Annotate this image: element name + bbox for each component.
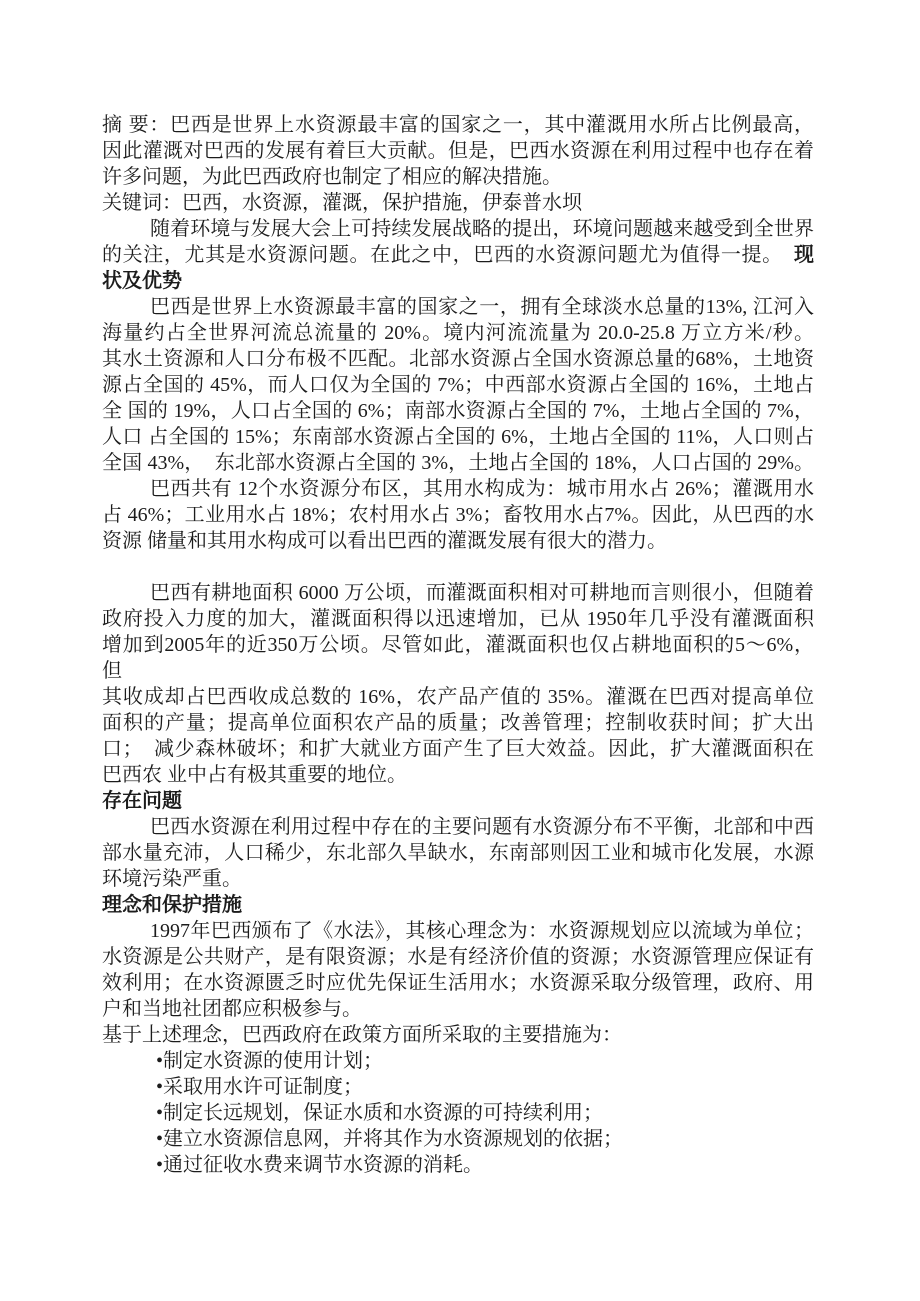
section-heading — [102, 892, 814, 918]
text-run: 资源 储量和其用水构成可以看出巴西的灌溉发展有很大的潜力。 — [102, 530, 667, 552]
text-run: •采取用水许可证制度； — [156, 1076, 364, 1098]
text-run: •制定水资源的使用计划； — [156, 1050, 384, 1072]
text-run: 人口 占全国的 15%；东南部水资源占全国的 6%，土地占全国的 11%，人口则占 — [102, 426, 814, 448]
text-run: 其收成却占巴西收成总数的 16%，农产品产值的 35%。灌溉在巴西对提高单位 — [102, 686, 814, 708]
bullet-line — [102, 1152, 814, 1178]
text-run: 占 46%；工业用水占 18%；农村用水占 3%；畜牧用水占7%。因此，从巴西的水 — [102, 504, 814, 526]
text-line — [102, 346, 814, 372]
text-line — [102, 606, 814, 632]
text-line — [102, 528, 814, 554]
text-run: 全 国的 19%，人口占全国的 6%；南部水资源占全国的 7%，土地占全国的 7%， — [102, 400, 814, 422]
text-line — [102, 1022, 814, 1048]
text-run: 全国 43%， 东北部水资源占全国的 3%，土地占全国的 18%，人口占国的 29%。 — [102, 452, 814, 474]
text-line — [102, 710, 814, 736]
text-run: 1997年巴西颁布了《水法》，其核心理念为：水资源规划应以流域为单位； — [150, 920, 814, 942]
text-run: 许多问题，为此巴西政府也制定了相应的解决措施。 — [102, 166, 562, 188]
text-line — [102, 736, 814, 762]
text-run: 巴西共有 12个水资源分布区，其用水构成为：城市用水占 26%；灌溉用水 — [150, 478, 814, 500]
text-line — [102, 502, 814, 528]
bold-text-run: 现 — [794, 244, 814, 266]
abstract-line — [102, 112, 814, 138]
keywords-line — [102, 190, 814, 216]
section-heading — [102, 788, 814, 814]
bullet-line — [102, 1126, 814, 1152]
text-run: 摘 要：巴西是世界上水资源最丰富的国家之一，其中灌溉用水所占比例最高， — [102, 114, 814, 136]
text-line — [102, 814, 814, 840]
text-run: 增加到2005年的近350万公顷。尽管如此，灌溉面积也仅占耕地面积的5～6%， 但 — [102, 634, 824, 682]
text-line — [102, 918, 814, 944]
text-run: 水资源是公共财产，是有限资源；水是有经济价值的资源；水资源管理应保证有 — [102, 946, 814, 968]
text-run: 户和当地社团都应积极参与。 — [102, 998, 362, 1020]
text-run: 的关注，尤其是水资源问题。在此之中，巴西的水资源问题尤为值得一提。 — [102, 244, 794, 266]
text-run: 巴西农 业中占有极其重要的地位。 — [102, 764, 407, 786]
text-line — [102, 632, 824, 684]
text-run: 随着环境与发展大会上可持续发展战略的提出，环境问题越来越受到全世界 — [150, 218, 814, 240]
text-line — [102, 996, 814, 1022]
text-run: 海量约占全世界河流总流量的 20%。境内河流流量为 20.0-25.8 万立方米/秒。 — [102, 322, 814, 344]
text-line — [102, 840, 814, 866]
text-run: 源占全国的 45%，而人口仅为全国的 7%；中西部水资源占全国的 16%，土地占 — [102, 374, 814, 396]
text-run: 效利用；在水资源匮乏时应优先保证生活用水；水资源采取分级管理，政府、用 — [102, 972, 814, 994]
text-line — [102, 476, 814, 502]
text-line — [102, 450, 814, 476]
blank-line — [102, 554, 814, 580]
abstract-line — [102, 138, 814, 164]
text-run: 因此灌溉对巴西的发展有着巨大贡献。但是，巴西水资源在利用过程中也存在着 — [102, 140, 814, 162]
bold-text-run: 状及优势 — [102, 270, 182, 292]
text-run: 口； 减少森林破坏；和扩大就业方面产生了巨大效益。因此，扩大灌溉面积在 — [102, 738, 814, 760]
text-line — [102, 398, 814, 424]
text-run: 关键词：巴西，水资源，灌溉，保护措施，伊泰普水坝 — [102, 192, 582, 214]
document-body — [102, 112, 824, 1178]
text-line — [102, 216, 814, 242]
text-line — [102, 372, 814, 398]
text-run: 面积的产量；提高单位面积农产品的质量；改善管理；控制收获时间；扩大出 — [102, 712, 814, 734]
text-run: 巴西有耕地面积 6000 万公顷，而灌溉面积相对可耕地而言则很小，但随着 — [150, 582, 814, 604]
text-line — [102, 684, 814, 710]
text-line — [102, 424, 814, 450]
text-run: 基于上述理念，巴西政府在政策方面所采取的主要措施为： — [102, 1024, 622, 1046]
bullet-line — [102, 1100, 814, 1126]
text-run: •制定长远规划，保证水质和水资源的可持续利用； — [156, 1102, 604, 1124]
section-heading — [102, 268, 814, 294]
abstract-line — [102, 164, 814, 190]
text-line — [102, 580, 814, 606]
text-run: •通过征收水费来调节水资源的消耗。 — [156, 1154, 484, 1176]
bullet-line — [102, 1048, 814, 1074]
text-line — [102, 944, 814, 970]
text-run: 其水土资源和人口分布极不匹配。北部水资源占全国水资源总量的68%，土地资 — [102, 348, 814, 370]
bold-text-run: 理念和保护措施 — [102, 894, 242, 916]
text-line — [102, 866, 814, 892]
text-line — [102, 242, 814, 268]
text-run: 政府投入力度的加大，灌溉面积得以迅速增加，已从 1950年几乎没有灌溉面积 — [102, 608, 814, 630]
bold-text-run: 存在问题 — [102, 790, 182, 812]
text-run: 巴西是世界上水资源最丰富的国家之一，拥有全球淡水总量的13%, 江河入 — [150, 296, 814, 318]
text-run: •建立水资源信息网，并将其作为水资源规划的依据； — [156, 1128, 624, 1150]
text-line — [102, 970, 814, 996]
text-run: 部水量充沛，人口稀少，东北部久旱缺水，东南部则因工业和城市化发展，水源 — [102, 842, 814, 864]
text-line — [102, 762, 814, 788]
text-line — [102, 294, 814, 320]
text-line — [102, 320, 814, 346]
bullet-line — [102, 1074, 814, 1100]
text-run: 环境污染严重。 — [102, 868, 242, 890]
text-run: 巴西水资源在利用过程中存在的主要问题有水资源分布不平衡，北部和中西 — [150, 816, 814, 838]
